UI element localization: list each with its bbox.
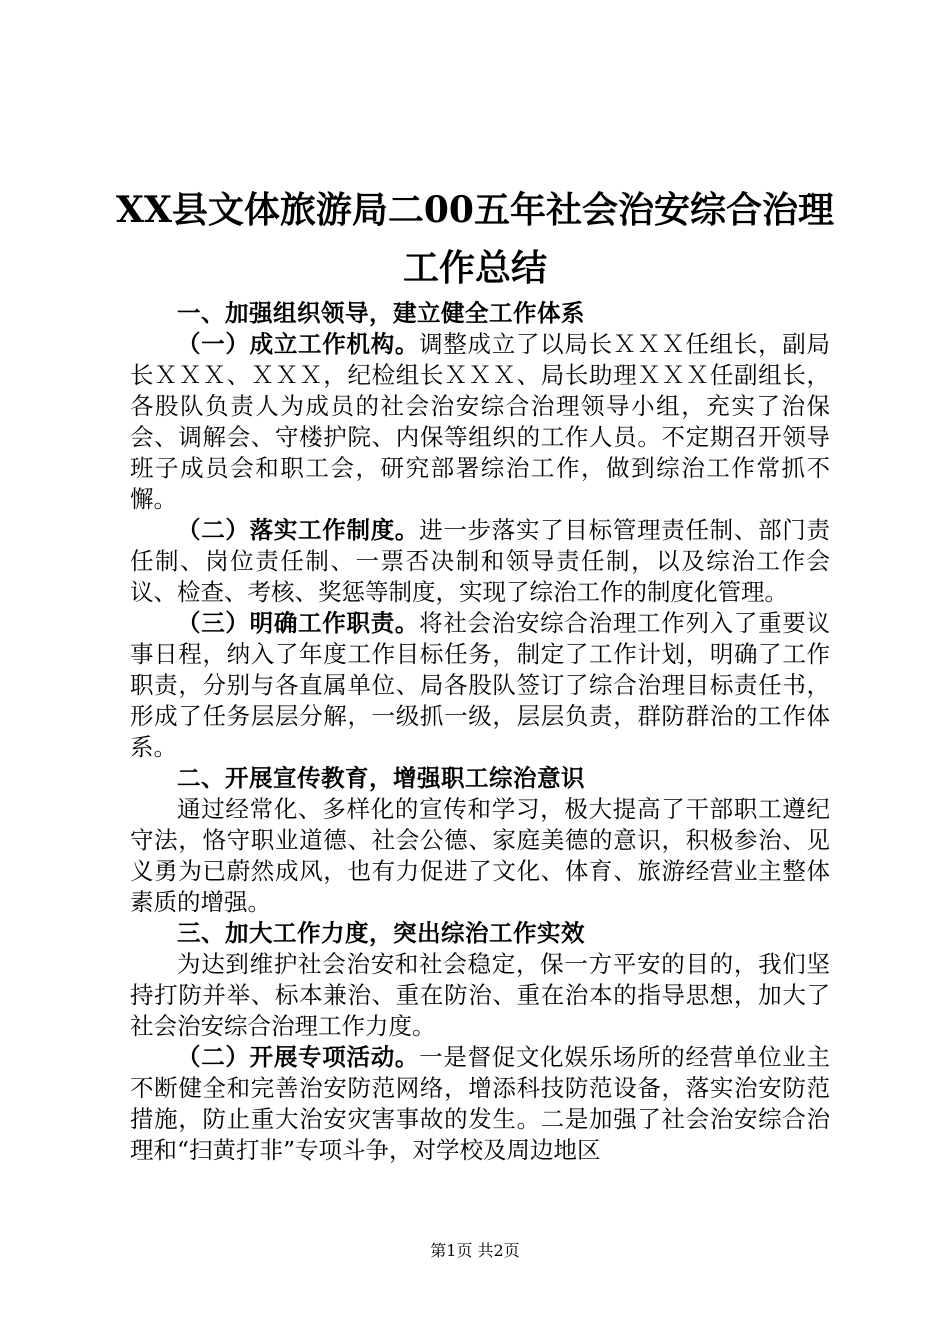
paragraph-text: 通过经常化、多样化的宣传和学习，极大提高了干部职工遵纪守法，恪守职业道德、社会公德、家庭美德的意识，积极参治、见义勇为已蔚然成风，也有力促进了文化、体育、旅游经营业主整体素质的增强。 xyxy=(130,795,830,916)
paragraph-text: 将社会治安综合治理工作列入了重要议事日程，纳入了年度工作目标任务，制定了工作计划，明确了工作职责，分别与各直属单位、局各股队签订了综合治理目标责任书，形成了任务层层分解，一级抓一级，层层负责，群防群治的工作体系。 xyxy=(130,609,831,761)
section-heading: 一、加强组织领导，建立健全工作体系 xyxy=(177,299,585,327)
paragraph-lead: （二）落实工作制度。 xyxy=(177,516,420,544)
section-heading: 二、开展宣传教育，增强职工综治意识 xyxy=(177,764,585,792)
paragraph xyxy=(130,1042,830,1166)
paragraph xyxy=(130,949,830,1042)
paragraph-text: 调整成立了以局长ＸＸＸ任组长，副局长ＸＸＸ、ＸＸＸ，纪检组长ＸＸＸ、局长助理ＸＸＸ任副组长，各股队负责人为成员的社会治安综合治理领导小组，充实了治保会、调解会、守楼护院、内保等组织的工作人员。不定期召开领导班子成员会和职工会，研究部署综治工作，做到综治工作常抓不懈。 xyxy=(130,330,831,513)
paragraph xyxy=(130,608,830,763)
paragraph-text: 为达到维护社会治安和社会稳定，保一方平安的目的，我们坚持打防并举、标本兼治、重在防治、重在治本的指导思想，加大了社会治安综合治理工作力度。 xyxy=(130,950,830,1040)
paragraph xyxy=(130,515,830,608)
page-number-footer: 第1页 共2页 xyxy=(430,1241,520,1260)
document-title-line-2: 工作总结 xyxy=(402,247,547,289)
section-heading: 三、加大工作力度，突出综治工作实效 xyxy=(177,919,585,947)
paragraph-text: 进一步落实了目标管理责任制、部门责任制、岗位责任制、一票否决制和领导责任制，以及综治工作会议、检查、考核、奖惩等制度，实现了综治工作的制度化管理。 xyxy=(130,516,831,606)
paragraph xyxy=(130,329,830,515)
paragraph-lead: （三）明确工作职责。 xyxy=(177,609,420,637)
document-title-line-1: XX县文体旅游局二00五年社会治安综合治理 xyxy=(116,189,834,231)
paragraph-lead: （一）成立工作机构。 xyxy=(177,330,420,358)
paragraph-text: 一是督促文化娱乐场所的经营单位业主不断健全和完善治安防范网络，增添科技防范设备，落实治安防范措施，防止重大治安灾害事故的发生。二是加强了社会治安综合治理和“扫黄打非”专项斗争，对学校及周边地区 xyxy=(130,1043,831,1164)
document-body xyxy=(130,298,830,1166)
paragraph xyxy=(130,794,830,918)
paragraph-lead: （二）开展专项活动。 xyxy=(177,1043,420,1071)
